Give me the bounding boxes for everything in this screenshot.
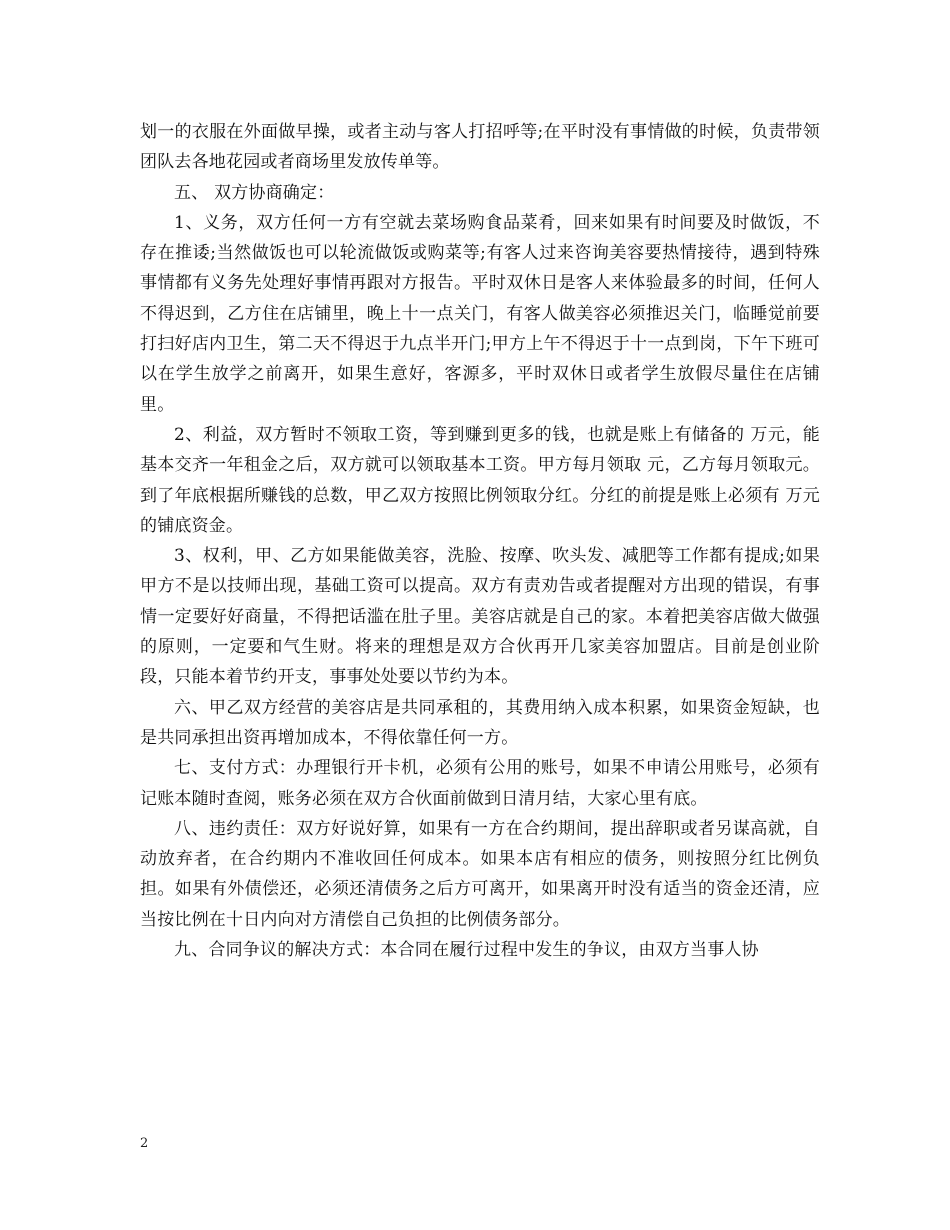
page-number: 2: [140, 1136, 149, 1151]
document-body: [140, 117, 820, 965]
paragraph-continuation: 划一的衣服在外面做早操，或者主动与客人打招呼等;在平时没有事情做的时候，负责带领团队去各地花园或者商场里发放传单等。: [140, 122, 820, 173]
paragraph-section-six: 六、甲乙双方经营的美容店是共同承租的，其费用纳入成本积累，如果资金短缺，也是共同承担出资再增加成本，不得依靠任何一方。: [140, 697, 820, 748]
paragraph-rights: 3、权利，甲、乙方如果能做美容，洗脸、按摩、吹头发、减肥等工作都有提成;如果甲方不是以技师出现，基础工资可以提高。双方有责劝告或者提醒对方出现的错误，有事情一定要好好商量，不得把话滥在肚子里。美容店就是自己的家。本着把美容店做大做强的原则，一定要和气生财。将来的理想是双方合伙再开几家美容加盟店。目前是创业阶段，只能本着节约开支，事事处处要以节约为本。: [140, 546, 820, 688]
paragraph-obligations: 1、义务，双方任何一方有空就去菜场购食品菜肴，回来如果有时间要及时做饭，不存在推诿;当然做饭也可以轮流做饭或购菜等;有客人过来咨询美容要热情接待，遇到特殊事情都有义务先处理好事情再跟对方报告。平时双休日是客人来体验最多的时间，任何人不得迟到，乙方住在店铺里，晚上十一点关门，有客人做美容必须推迟关门，临睡觉前要打扫好店内卫生，第二天不得迟于九点半开门;甲方上午不得迟于十一点到岗，下午下班可以在学生放学之前离开，如果生意好，客源多，平时双休日或者学生放假尽量住在店铺里。: [140, 212, 820, 415]
paragraph-benefits: 2、利益，双方暂时不领取工资，等到赚到更多的钱，也就是账上有储备的 万元，能基本交齐一年租金之后，双方就可以领取基本工资。甲方每月领取 元，乙方每月领取元。到了年底根据所赚钱的总数，甲乙双方按照比例领取分红。分红的前提是账上必须有 万元的铺底资金。: [140, 424, 820, 536]
paragraph-section-eight: 八、违约责任：双方好说好算，如果有一方在合约期间，提出辞职或者另谋高就，自动放弃者，在合约期内不准收回任何成本。如果本店有相应的债务，则按照分红比例负担。如果有外债偿还，必须还清债务之后方可离开，如果离开时没有适当的资金还清，应当按比例在十日内向对方清偿自己负担的比例债务部分。: [140, 818, 820, 930]
section-heading-five: 五、 双方协商确定：: [174, 182, 335, 203]
paragraph-section-nine: 九、合同争议的解决方式：本合同在履行过程中发生的争议，由双方当事人协: [174, 940, 759, 961]
paragraph-section-seven: 七、支付方式：办理银行开卡机，必须有公用的账号，如果不申请公用账号，必须有记账本随时查阅，账务必须在双方合伙面前做到日清月结，大家心里有底。: [140, 758, 820, 809]
